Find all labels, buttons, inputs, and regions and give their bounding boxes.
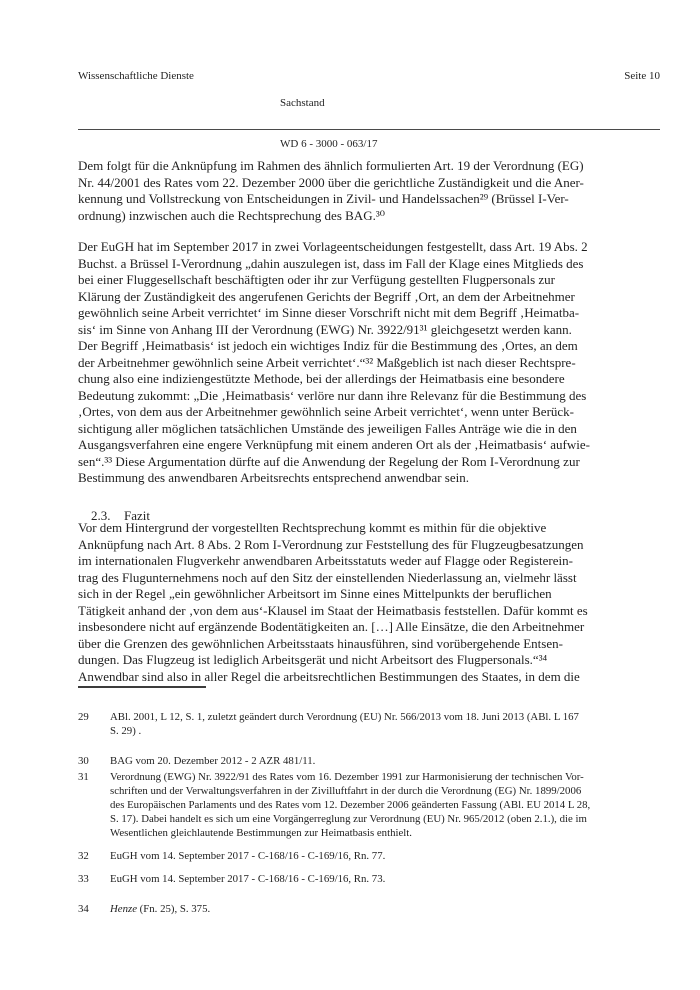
footnote-number: 34 <box>78 903 89 915</box>
text-line: chung also eine indiziengestützte Methode, bei der allerdings der Heimatbasis eine besondere <box>78 371 565 386</box>
text-line: schriften und der Verwaltungsverfahren in der Zivilluftfahrt in der durch die Verordnung (EG) Nr. 1899/2006 <box>110 785 582 797</box>
text-line: sen“.³³ Diese Argumentation dürfte auf die Anwendung der Regelung der Rom I-Verordnung zur <box>78 453 580 469</box>
footnote <box>78 770 590 840</box>
text-line: im internationalen Flugverkehr anwendbaren Arbeitsstatuts weder auf Flagge oder Registerein- <box>78 553 573 568</box>
text-line: BAG vom 20. Dezember 2012 - 2 AZR 481/11. <box>110 755 316 767</box>
footnote-text <box>110 902 210 916</box>
section-title: Fazit <box>124 507 150 523</box>
text-line: Ausgangsverfahren eine engere Verknüpfung mit einem anderen Ort als der ‚Heimatbasis‘ aufwie- <box>78 437 590 452</box>
footnote-text <box>110 770 590 840</box>
text-line: Buchst. a Brüssel I-Verordnung „dahin auszulegen ist, dass im Fall der Klage eines Mitglieds des <box>78 255 584 271</box>
paragraph <box>78 239 590 487</box>
footnote <box>78 754 315 768</box>
text-line: gewöhnlich seine Arbeit verrichtet‘ im Sinne dieser Vorschrift nicht mit dem Begriff ‚Heimatba- <box>78 305 580 320</box>
text-line: kennung und Vollstreckung von Entscheidungen in Zivil- und Handelssachen²⁹ (Brüssel I-Ver- <box>78 191 569 206</box>
footnote-reference-rest: (Fn. 25), S. 375. <box>136 903 211 915</box>
text-line: sich in der Regel „ein gewöhnlicher Arbeitsort im Sinne eines Mittelpunkts der beruflichen <box>78 586 552 601</box>
text-line: Anwendbar sind also in aller Regel die arbeitsrechtlichen Bestimmungen des Staates, in dem die <box>78 668 580 684</box>
footnote <box>78 902 210 916</box>
text-line: ABl. 2001, L 12, S. 1, zuletzt geändert durch Verordnung (EU) Nr. 566/2013 vom 18. Juni 2013 (ABl. L 167 <box>110 711 579 723</box>
text-line: sichtigung aller möglichen tatsächlichen Umstände des jeweiligen Falles Anträge wie die in den <box>78 420 577 436</box>
footnote-number: 30 <box>78 755 89 767</box>
text-line: Bestimmung des anwendbaren Arbeitsrechts entsprechend anwendbar sein. <box>78 470 469 485</box>
text-line: Nr. 44/2001 des Rates vom 22. Dezember 2000 über die gerichtliche Zuständigkeit und die Aner- <box>78 174 584 190</box>
footnote-number: 31 <box>78 771 89 783</box>
text-line: sis‘ im Sinne von Anhang III der Verordnung (EWG) Nr. 3922/91³¹ gleichgesetzt werden kann. <box>78 321 572 337</box>
footnote-number: 32 <box>78 850 89 862</box>
footnote-text <box>110 872 385 886</box>
footnote-author-italic: Henze <box>110 903 137 915</box>
paragraph <box>78 158 584 224</box>
header-organization: Wissenschaftliche Dienste <box>78 70 194 82</box>
header-doc-number: WD 6 - 3000 - 063/17 <box>280 137 378 150</box>
text-line: des Europäischen Parlaments und des Rates vom 12. Dezember 2006 geänderten Fassung (ABl. EU 2014 L 28, <box>110 799 591 811</box>
text-line: EuGH vom 14. September 2017 - C-168/16 - C-169/16, Rn. 73. <box>110 873 386 885</box>
footnote-number: 29 <box>78 711 89 723</box>
text-line <box>110 902 210 916</box>
header-page-number: Seite 10 <box>624 70 660 82</box>
text-line: Bedeutung zukommt: „Die ‚Heimatbasis‘ verlöre nur dann ihre Relevanz für die Bestimmung des <box>78 387 587 403</box>
text-line: ordnung) inzwischen auch die Rechtsprechung des BAG.³⁰ <box>78 207 385 223</box>
text-line: Tätigkeit anhand der ‚von dem aus‘-Klausel im Staat der Heimatbasis feststellen. Dafür kommt es <box>78 602 588 618</box>
footnote-text <box>110 754 315 768</box>
text-line: trag des Flugunternehmens noch auf den Sitz der einstellenden Niederlassung an, vielmehr lässt <box>78 569 577 585</box>
footnote-text <box>110 849 385 863</box>
text-line: Vor dem Hintergrund der vorgestellten Rechtsprechung kommt es mithin für die objektive <box>78 520 547 535</box>
text-line: Verordnung (EWG) Nr. 3922/91 des Rates vom 16. Dezember 1991 zur Harmonisierung der technischen Vor- <box>110 771 584 783</box>
text-line: Der EuGH hat im September 2017 in zwei Vorlageentscheidungen festgestellt, dass Art. 19 Abs. 2 <box>78 239 588 254</box>
header-doc-type: Sachstand <box>280 97 325 109</box>
text-line: bei einer Fluggesellschaft beschäftigten oder ihr zur Verfügung gestellten Flugpersonals zur <box>78 272 556 287</box>
text-line: insbesondere nicht auf ergänzende Bodentätigkeiten an. […] Alle Einsätze, die den Arbeitnehmer <box>78 619 585 634</box>
footnote <box>78 710 579 738</box>
footnote <box>78 849 385 863</box>
footnote-number: 33 <box>78 873 89 885</box>
footnote-separator <box>78 686 206 688</box>
footnote-text <box>110 710 579 738</box>
text-line: der Arbeitnehmer gewöhnlich seine Arbeit verrichtet‘.“³² Maßgeblich ist nach dieser Rechtspre- <box>78 354 576 370</box>
text-line: über die Grenzen des gewöhnlichen Arbeitsstaats hinausführen, sind vorübergehende Entsen- <box>78 635 563 651</box>
text-line: dungen. Das Flugzeug ist lediglich Arbeitsgerät und nicht Arbeitsort des Flugpersonals.“³⁴ <box>78 652 548 667</box>
text-line: S. 17). Dabei handelt es sich um eine Vorgängerreglung zur Verordnung (EU) Nr. 965/2012 (oben 2.1.), die im <box>110 813 587 825</box>
text-line: S. 29) . <box>110 725 142 737</box>
footnote <box>78 872 385 886</box>
text-line: Klärung der Zuständigkeit des angerufenen Gerichts der Begriff ‚Ort, an dem der Arbeitnehmer <box>78 288 575 304</box>
text-line: EuGH vom 14. September 2017 - C-168/16 - C-169/16, Rn. 77. <box>110 850 386 862</box>
text-line: ‚Ortes, von dem aus der Arbeitnehmer gewöhnlich seine Arbeit verrichtet‘, wenn unter Berück- <box>78 404 574 419</box>
text-line: Dem folgt für die Anknüpfung im Rahmen des ähnlich formulierten Art. 19 der Verordnung (EG) <box>78 158 584 173</box>
section-number: 2.3. <box>91 507 111 523</box>
paragraph <box>78 520 588 685</box>
text-line: Anknüpfung nach Art. 8 Abs. 2 Rom I-Verordnung zur Feststellung des für Flugzeugbesatzungen <box>78 536 584 552</box>
text-line: Wesentlichen gleichlautende Bestimmungen zur Heimatbasis enthielt. <box>110 827 412 839</box>
header-divider <box>78 129 660 130</box>
text-line: Der Begriff ‚Heimatbasis‘ ist jedoch ein wichtiges Indiz für die Bestimmung des ‚Ortes, an dem <box>78 338 578 353</box>
